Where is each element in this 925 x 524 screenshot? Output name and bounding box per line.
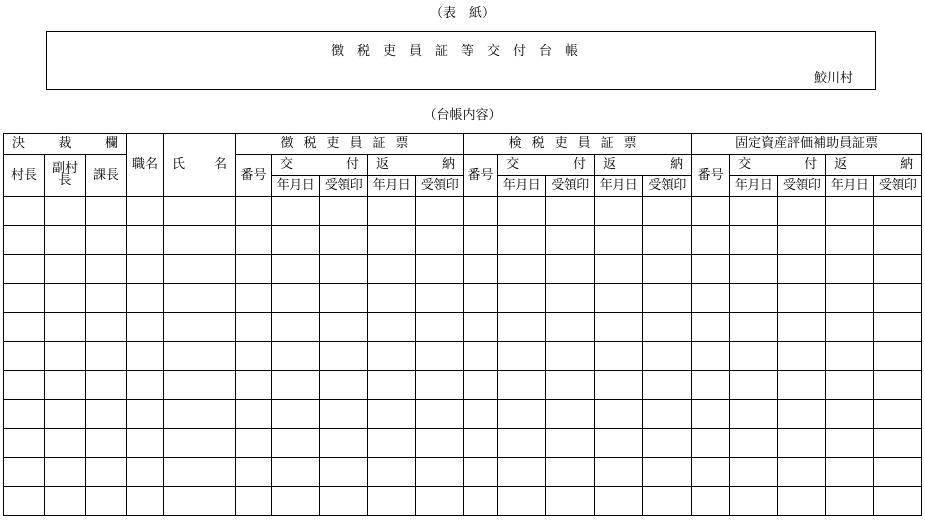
ledger-cell <box>464 313 498 342</box>
ledger-cell <box>4 342 45 371</box>
number-header-2: 番号 <box>692 155 730 197</box>
ledger-cell <box>874 429 922 458</box>
ledger-cell <box>45 429 86 458</box>
ledger-cell <box>692 458 730 487</box>
ledger-cell <box>45 255 86 284</box>
ledger-cell <box>4 313 45 342</box>
ledger-cell <box>826 197 874 226</box>
ledger-cell <box>45 487 86 516</box>
ledger-table <box>3 133 922 516</box>
ledger-cell <box>368 255 416 284</box>
ledger-cell <box>4 371 45 400</box>
ledger-cell <box>164 487 236 516</box>
ledger-cell <box>4 487 45 516</box>
ledger-cell <box>45 226 86 255</box>
ledger-cell <box>416 371 464 400</box>
ledger-cell <box>643 487 692 516</box>
ledger-cell <box>643 255 692 284</box>
ledger-cell <box>826 226 874 255</box>
ledger-cell <box>164 429 236 458</box>
ledger-cell <box>498 284 546 313</box>
ledger-cell <box>45 371 86 400</box>
ledger-cell <box>464 342 498 371</box>
vice-mayor-header: 副村長 <box>45 155 86 197</box>
ledger-cell <box>320 429 368 458</box>
name-header <box>164 134 236 197</box>
ledger-cell <box>595 313 643 342</box>
ledger-cell <box>86 226 127 255</box>
cover-village-name: 鮫川村 <box>813 71 853 86</box>
ledger-cell <box>498 342 546 371</box>
ledger-row <box>4 458 922 487</box>
ledger-cell <box>4 400 45 429</box>
ledger-cell <box>164 255 236 284</box>
ledger-cell <box>730 197 778 226</box>
ledger-cell <box>692 284 730 313</box>
ledger-cell <box>464 197 498 226</box>
ledger-cell <box>236 400 272 429</box>
ledger-cell <box>826 400 874 429</box>
ledger-cell <box>86 313 127 342</box>
ledger-cell <box>416 226 464 255</box>
ledger-cell <box>4 197 45 226</box>
ledger-cell <box>45 400 86 429</box>
ledger-cell <box>127 284 164 313</box>
return-date-header-2: 年月日 <box>826 176 874 197</box>
ledger-cell <box>464 487 498 516</box>
ledger-cell <box>778 400 826 429</box>
ledger-cell <box>778 342 826 371</box>
ledger-cell <box>643 313 692 342</box>
ledger-cell <box>127 429 164 458</box>
cover-box <box>46 31 876 90</box>
ledger-cell <box>272 400 320 429</box>
mayor-header: 村長 <box>4 155 45 197</box>
ledger-cell <box>643 400 692 429</box>
ledger-cell <box>272 284 320 313</box>
ledger-cell <box>272 342 320 371</box>
ledger-cell <box>464 284 498 313</box>
ledger-cell <box>272 313 320 342</box>
ledger-cell <box>643 371 692 400</box>
ledger-cell <box>643 458 692 487</box>
ledger-cell <box>164 458 236 487</box>
ledger-cell <box>272 487 320 516</box>
ledger-cell <box>874 458 922 487</box>
ledger-cell <box>643 226 692 255</box>
ledger-cell <box>498 197 546 226</box>
ledger-cell <box>643 197 692 226</box>
section-chief-header: 課長 <box>86 155 127 197</box>
ledger-cell <box>730 226 778 255</box>
ledger-cell <box>874 313 922 342</box>
ledger-cell <box>498 429 546 458</box>
ledger-cell <box>874 371 922 400</box>
ledger-cell <box>595 429 643 458</box>
ledger-row <box>4 284 922 313</box>
ledger-cell <box>498 313 546 342</box>
ledger-row <box>4 226 922 255</box>
ledger-cell <box>778 487 826 516</box>
ledger-cell <box>368 458 416 487</box>
ledger-cell <box>595 226 643 255</box>
ledger-row <box>4 313 922 342</box>
ledger-cell <box>127 342 164 371</box>
post-header: 職名 <box>127 134 164 197</box>
ledger-cell <box>730 458 778 487</box>
ledger-row <box>4 487 922 516</box>
ledger-cell <box>416 284 464 313</box>
ledger-cell <box>127 458 164 487</box>
ledger-row <box>4 197 922 226</box>
ledger-cell <box>778 429 826 458</box>
ledger-cell <box>86 487 127 516</box>
ledger-cell <box>416 429 464 458</box>
ledger-cell <box>692 400 730 429</box>
group-title-tax-inspector: 検税吏員証票 <box>464 134 692 155</box>
ledger-cell <box>692 429 730 458</box>
ledger-cell <box>595 197 643 226</box>
ledger-cell <box>236 226 272 255</box>
ledger-cell <box>416 458 464 487</box>
ledger-cell <box>874 284 922 313</box>
ledger-cell <box>368 487 416 516</box>
ledger-cell <box>236 458 272 487</box>
ledger-cell <box>236 487 272 516</box>
ledger-cell <box>778 197 826 226</box>
ledger-cell <box>127 197 164 226</box>
approval-label-mid: 裁 <box>58 136 72 151</box>
ledger-cell <box>320 197 368 226</box>
ledger-cell <box>595 400 643 429</box>
ledger-cell <box>595 284 643 313</box>
ledger-cell <box>416 313 464 342</box>
ledger-cell <box>595 371 643 400</box>
issue-seal-header-2: 受領印 <box>778 176 826 197</box>
ledger-cell <box>546 342 595 371</box>
ledger-cell <box>546 458 595 487</box>
return-seal-header-0: 受領印 <box>416 176 464 197</box>
ledger-cell <box>127 400 164 429</box>
cover-title: 徴税吏員証等交付台帳 <box>330 44 591 59</box>
ledger-cell <box>730 313 778 342</box>
ledger-cell <box>498 458 546 487</box>
ledger-cell <box>127 255 164 284</box>
issue-header-2: 交 付 <box>730 155 826 176</box>
ledger-cell <box>45 458 86 487</box>
issue-header-1: 交 付 <box>498 155 595 176</box>
ledger-row <box>4 342 922 371</box>
ledger-cell <box>272 255 320 284</box>
approval-label-left: 決 <box>12 136 26 151</box>
ledger-cell <box>127 313 164 342</box>
ledger-cell <box>320 226 368 255</box>
ledger-cell <box>874 197 922 226</box>
ledger-cell <box>320 284 368 313</box>
ledger-cell <box>86 197 127 226</box>
ledger-cell <box>595 487 643 516</box>
ledger-cell <box>643 342 692 371</box>
issue-date-header-0: 年月日 <box>272 176 320 197</box>
ledger-cell <box>692 226 730 255</box>
ledger-cell <box>86 255 127 284</box>
ledger-cell <box>874 487 922 516</box>
ledger-cell <box>692 255 730 284</box>
ledger-cell <box>778 458 826 487</box>
ledger-cell <box>692 487 730 516</box>
ledger-cell <box>45 313 86 342</box>
ledger-cell <box>498 226 546 255</box>
ledger-cell <box>272 458 320 487</box>
ledger-cell <box>826 371 874 400</box>
approval-header <box>4 134 127 155</box>
ledger-cell <box>236 255 272 284</box>
ledger-cell <box>368 197 416 226</box>
ledger-cell <box>86 458 127 487</box>
ledger-cell <box>4 458 45 487</box>
ledger-cell <box>826 284 874 313</box>
ledger-cell <box>826 487 874 516</box>
ledger-cell <box>595 255 643 284</box>
ledger-cell <box>272 226 320 255</box>
ledger-cell <box>874 342 922 371</box>
ledger-cell <box>464 458 498 487</box>
cover-caption: （表 紙） <box>429 6 495 21</box>
ledger-cell <box>546 226 595 255</box>
ledger-cell <box>236 371 272 400</box>
ledger-cell <box>127 487 164 516</box>
ledger-cell <box>236 284 272 313</box>
ledger-cell <box>730 487 778 516</box>
ledger-cell <box>236 313 272 342</box>
ledger-cell <box>546 255 595 284</box>
ledger-cell <box>546 313 595 342</box>
ledger-cell <box>464 429 498 458</box>
ledger-cell <box>164 226 236 255</box>
ledger-cell <box>730 429 778 458</box>
ledger-cell <box>692 197 730 226</box>
ledger-cell <box>874 255 922 284</box>
approval-label-right: 欄 <box>105 136 119 151</box>
ledger-cell <box>368 429 416 458</box>
ledger-cell <box>272 371 320 400</box>
ledger-cell <box>416 342 464 371</box>
group-title-asset-assessor: 固定資産評価補助員証票 <box>692 134 922 155</box>
ledger-cell <box>320 400 368 429</box>
ledger-cell <box>546 400 595 429</box>
issue-date-header-1: 年月日 <box>498 176 546 197</box>
ledger-cell <box>464 400 498 429</box>
ledger-cell <box>826 429 874 458</box>
ledger-cell <box>272 429 320 458</box>
ledger-cell <box>692 342 730 371</box>
ledger-cell <box>498 487 546 516</box>
ledger-cell <box>826 313 874 342</box>
name-header-left: 氏 <box>172 157 186 172</box>
ledger-cell <box>320 458 368 487</box>
ledger-cell <box>368 400 416 429</box>
ledger-cell <box>45 284 86 313</box>
ledger-row <box>4 371 922 400</box>
ledger-cell <box>86 400 127 429</box>
ledger-cell <box>45 197 86 226</box>
return-header-0: 返 納 <box>368 155 464 176</box>
issue-seal-header-1: 受領印 <box>546 176 595 197</box>
ledger-cell <box>730 342 778 371</box>
ledger-cell <box>368 226 416 255</box>
ledger-cell <box>45 342 86 371</box>
ledger-cell <box>874 226 922 255</box>
ledger-cell <box>826 458 874 487</box>
ledger-cell <box>164 342 236 371</box>
ledger-cell <box>164 400 236 429</box>
ledger-cell <box>368 371 416 400</box>
ledger-cell <box>546 487 595 516</box>
ledger-cell <box>464 371 498 400</box>
ledger-cell <box>730 400 778 429</box>
ledger-cell <box>320 487 368 516</box>
ledger-cell <box>692 313 730 342</box>
ledger-cell <box>127 226 164 255</box>
ledger-cell <box>778 284 826 313</box>
ledger-cell <box>498 255 546 284</box>
ledger-cell <box>464 255 498 284</box>
issue-date-header-2: 年月日 <box>730 176 778 197</box>
ledger-cell <box>546 429 595 458</box>
return-header-2: 返 納 <box>826 155 922 176</box>
ledger-cell <box>164 284 236 313</box>
ledger-cell <box>86 284 127 313</box>
ledger-cell <box>4 226 45 255</box>
ledger-cell <box>320 342 368 371</box>
ledger-cell <box>320 313 368 342</box>
ledger-cell <box>236 342 272 371</box>
ledger-cell <box>86 371 127 400</box>
return-date-header-0: 年月日 <box>368 176 416 197</box>
ledger-cell <box>778 313 826 342</box>
ledger-cell <box>416 197 464 226</box>
ledger-cell <box>4 255 45 284</box>
ledger-cell <box>416 487 464 516</box>
return-date-header-1: 年月日 <box>595 176 643 197</box>
ledger-cell <box>595 342 643 371</box>
ledger-cell <box>368 342 416 371</box>
ledger-cell <box>730 371 778 400</box>
ledger-cell <box>4 429 45 458</box>
ledger-cell <box>826 255 874 284</box>
ledger-cell <box>730 284 778 313</box>
ledger-cell <box>164 197 236 226</box>
ledger-cell <box>416 400 464 429</box>
ledger-cell <box>272 197 320 226</box>
return-seal-header-1: 受領印 <box>643 176 692 197</box>
ledger-cell <box>546 284 595 313</box>
ledger-cell <box>320 371 368 400</box>
ledger-row <box>4 429 922 458</box>
return-seal-header-2: 受領印 <box>874 176 922 197</box>
ledger-cell <box>320 255 368 284</box>
ledger-cell <box>595 458 643 487</box>
ledger-cell <box>416 255 464 284</box>
ledger-cell <box>643 284 692 313</box>
ledger-row <box>4 400 922 429</box>
ledger-cell <box>4 284 45 313</box>
ledger-cell <box>730 255 778 284</box>
content-caption: （台帳内容） <box>423 108 502 123</box>
ledger-cell <box>874 400 922 429</box>
return-header-1: 返 納 <box>595 155 692 176</box>
ledger-cell <box>236 197 272 226</box>
ledger-cell <box>778 226 826 255</box>
ledger-cell <box>778 371 826 400</box>
ledger-cell <box>692 371 730 400</box>
ledger-cell <box>164 313 236 342</box>
number-header-1: 番号 <box>464 155 498 197</box>
issue-seal-header-0: 受領印 <box>320 176 368 197</box>
ledger-row <box>4 255 922 284</box>
ledger-cell <box>778 255 826 284</box>
ledger-cell <box>127 371 164 400</box>
ledger-cell <box>826 342 874 371</box>
ledger-cell <box>498 400 546 429</box>
name-header-right: 名 <box>214 157 228 172</box>
ledger-cell <box>368 284 416 313</box>
ledger-cell <box>236 429 272 458</box>
ledger-cell <box>164 371 236 400</box>
ledger-cell <box>546 371 595 400</box>
ledger-cell <box>464 226 498 255</box>
ledger-cell <box>546 197 595 226</box>
ledger-cell <box>86 429 127 458</box>
ledger-cell <box>498 371 546 400</box>
ledger-cell <box>643 429 692 458</box>
ledger-cell <box>86 342 127 371</box>
ledger-cell <box>368 313 416 342</box>
group-title-tax-collector: 徴税吏員証票 <box>236 134 464 155</box>
number-header-0: 番号 <box>236 155 272 197</box>
issue-header-0: 交 付 <box>272 155 368 176</box>
